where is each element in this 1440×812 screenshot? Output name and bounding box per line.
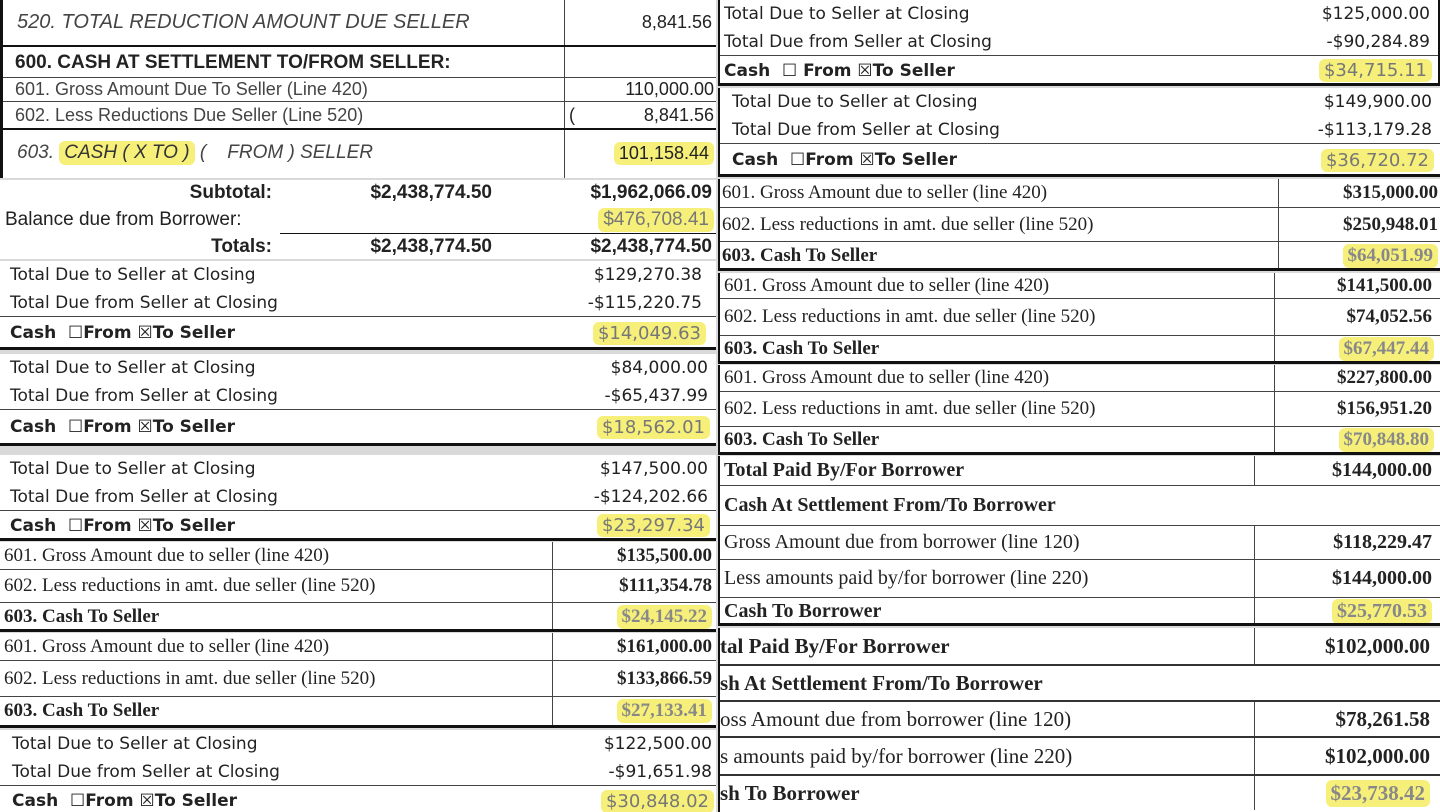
line-603-amount: 101,158.44 xyxy=(614,142,714,165)
due-to-amount: $84,000.00 xyxy=(610,358,708,378)
due-from-amount: -$91,651.98 xyxy=(608,761,712,782)
due-to-label: Total Due to Seller at Closing xyxy=(12,734,258,754)
due-from-amount: -$90,284.89 xyxy=(1326,31,1430,52)
line-603-label: 603. Cash To Seller xyxy=(722,244,878,266)
line-602-label: 602. Less reductions in amt. due seller (line 520) xyxy=(4,667,376,689)
cash-to-seller-amount: $70,848.80 xyxy=(1339,428,1435,452)
line-603-label: 603. Cash To Seller xyxy=(4,605,160,627)
gross-due-amount: $118,229.47 xyxy=(1333,531,1432,553)
line-603-suffix: ( FROM ) SELLER xyxy=(199,142,373,163)
borrower-cash-form-2 xyxy=(718,628,1440,812)
to-seller-checkbox: ☒To Seller xyxy=(139,791,238,811)
cash-label: Cash xyxy=(12,791,59,811)
line-602-paren: ( xyxy=(569,104,575,125)
cash-to-borrower-label: sh To Borrower xyxy=(720,780,860,805)
line-603-label: 603. Cash To Seller xyxy=(724,338,880,359)
due-from-label: Total Due from Seller at Closing xyxy=(12,761,280,782)
line-602-label: 602. Less reductions in amt. due seller (line 520) xyxy=(724,398,1096,419)
cash-amount: $18,562.01 xyxy=(597,416,710,439)
due-to-amount: $147,500.00 xyxy=(599,459,708,479)
cash-amount: $14,049.63 xyxy=(593,322,706,345)
cash-amount: $36,720.72 xyxy=(1321,149,1434,172)
line-602-label: 602. Less Reductions Due Seller (Line 520) xyxy=(15,104,364,125)
seller-cash-form-3 xyxy=(718,179,1440,271)
subtotal-col2: $1,962,066.09 xyxy=(590,182,712,203)
line-601-label: 601. Gross Amount due to seller (line 420) xyxy=(4,544,330,566)
cash-settlement-header: sh At Settlement From/To Borrower xyxy=(720,670,1043,695)
cash-to-seller-amount: $67,447.44 xyxy=(1339,337,1435,361)
seller-cash-form-2 xyxy=(0,633,716,728)
to-seller-checkbox: ☒To Seller xyxy=(137,515,236,536)
to-seller-checkbox: ☒To Seller xyxy=(857,60,955,81)
line-601-label: 601. Gross Amount due to seller (line 420) xyxy=(4,635,330,657)
due-to-label: Total Due to Seller at Closing xyxy=(10,265,256,285)
closing-disclosure-1 xyxy=(0,261,716,350)
less-paid-amount: $144,000.00 xyxy=(1332,567,1432,589)
gross-due-label: oss Amount due from borrower (line 120) xyxy=(720,706,1072,731)
cash-to-seller-amount: $24,145.22 xyxy=(617,605,713,629)
due-to-amount: $125,000.00 xyxy=(1321,4,1430,24)
cash-label: Cash xyxy=(10,323,57,343)
closing-disclosure-4 xyxy=(0,730,716,812)
totals-label: Totals: xyxy=(211,235,272,257)
gross-due-label: Gross Amount due from borrower (line 120) xyxy=(724,531,1080,553)
due-to-label: Total Due to Seller at Closing xyxy=(724,4,970,24)
seller-cash-form-5 xyxy=(718,365,1440,455)
line-603-label: 603. Cash To Seller xyxy=(724,429,880,450)
balance-amount: $476,708.41 xyxy=(598,208,714,232)
totals-col1: $2,438,774.50 xyxy=(370,235,492,257)
due-from-label: Total Due from Seller at Closing xyxy=(724,31,992,52)
closing-disclosure-2 xyxy=(0,354,716,446)
due-from-amount: -$124,202.66 xyxy=(593,486,708,507)
due-to-amount: $149,900.00 xyxy=(1323,92,1432,112)
from-checkbox: ☐ From xyxy=(782,60,852,81)
from-checkbox: ☐From xyxy=(70,791,134,811)
due-from-label: Total Due from Seller at Closing xyxy=(10,292,278,313)
line-601-label: 601. Gross Amount due to seller (line 420) xyxy=(722,182,1048,203)
cash-to-borrower-label: Cash To Borrower xyxy=(724,599,882,622)
line-520-label: 520. TOTAL REDUCTION AMOUNT DUE SELLER xyxy=(17,11,470,33)
closing-disclosure-3 xyxy=(0,455,716,541)
line-520-amount: 8,841.56 xyxy=(641,12,712,32)
line-601-label: 601. Gross Amount due to seller (line 420) xyxy=(724,274,1050,296)
closing-disclosure-5 xyxy=(718,0,1440,86)
to-seller-checkbox: ☒To Seller xyxy=(137,417,236,437)
less-paid-amount: $102,000.00 xyxy=(1325,743,1430,768)
cash-label: Cash xyxy=(724,60,771,81)
gross-amount: $161,000.00 xyxy=(617,635,712,657)
line-603-prefix: 603. xyxy=(17,142,54,163)
totals-col2: $2,438,774.50 xyxy=(590,235,712,257)
less-paid-label: Less amounts paid by/for borrower (line 220) xyxy=(724,567,1089,589)
due-from-amount: -$115,220.75 xyxy=(587,292,702,313)
reductions-amount: $111,354.78 xyxy=(619,575,712,596)
line-602-label: 602. Less reductions in amt. due seller (line 520) xyxy=(722,213,1094,235)
line-602-amount: 8,841.56 xyxy=(643,104,714,125)
total-paid-label: tal Paid By/For Borrower xyxy=(720,633,950,658)
from-checkbox: ☐From xyxy=(68,323,132,343)
less-paid-label: s amounts paid by/for borrower (line 220) xyxy=(720,743,1073,768)
due-to-label: Total Due to Seller at Closing xyxy=(10,459,256,479)
subtotal-col1: $2,438,774.50 xyxy=(370,182,492,203)
cash-to-borrower-amount: $23,738.42 xyxy=(1326,780,1431,807)
cash-to-seller-amount: $27,133.41 xyxy=(617,699,713,723)
due-to-amount: $122,500.00 xyxy=(603,734,712,754)
section-600-title: 600. CASH AT SETTLEMENT TO/FROM SELLER: xyxy=(15,52,451,73)
cash-to-borrower-amount: $25,770.53 xyxy=(1332,599,1432,624)
from-checkbox: ☐From xyxy=(68,417,132,437)
reductions-amount: $133,866.59 xyxy=(617,667,712,689)
line-603-label: 603. Cash To Seller xyxy=(4,700,160,721)
gross-amount: $315,000.00 xyxy=(1343,182,1438,203)
due-from-label: Total Due from Seller at Closing xyxy=(10,486,278,507)
balance-label: Balance due from Borrower: xyxy=(5,209,242,230)
seller-cash-form-4 xyxy=(718,273,1440,364)
line-601-label: 601. Gross Amount Due To Seller (Line 420) xyxy=(15,79,368,99)
gross-amount: $141,500.00 xyxy=(1337,274,1432,296)
hud-settlement-block xyxy=(0,0,716,178)
line-602-label: 602. Less reductions in amt. due seller (line 520) xyxy=(724,306,1096,327)
cash-label: Cash xyxy=(10,515,57,536)
due-to-label: Total Due to Seller at Closing xyxy=(732,92,978,112)
total-paid-amount: $102,000.00 xyxy=(1325,633,1430,658)
cash-label: Cash xyxy=(732,150,779,170)
total-paid-label: Total Paid By/For Borrower xyxy=(724,459,965,481)
reductions-amount: $156,951.20 xyxy=(1337,398,1432,419)
settlement-totals-block xyxy=(0,180,716,259)
reductions-amount: $250,948.01 xyxy=(1343,213,1438,235)
borrower-cash-form-1 xyxy=(718,456,1440,626)
to-seller-checkbox: ☒To Seller xyxy=(859,150,958,170)
cash-label: Cash xyxy=(10,417,57,437)
gross-due-amount: $78,261.58 xyxy=(1335,706,1430,731)
closing-disclosure-6 xyxy=(718,88,1440,177)
total-paid-amount: $144,000.00 xyxy=(1332,459,1432,481)
from-checkbox: ☐From xyxy=(790,150,854,170)
gross-amount: $227,800.00 xyxy=(1337,367,1432,388)
subtotal-label: Subtotal: xyxy=(189,182,272,203)
from-checkbox: ☐From xyxy=(68,515,132,536)
line-602-label: 602. Less reductions in amt. due seller (line 520) xyxy=(4,575,376,596)
due-to-label: Total Due to Seller at Closing xyxy=(10,358,256,378)
due-from-amount: -$65,437.99 xyxy=(604,385,708,406)
reductions-amount: $74,052.56 xyxy=(1346,306,1432,327)
due-from-amount: -$113,179.28 xyxy=(1317,119,1432,140)
due-from-label: Total Due from Seller at Closing xyxy=(732,119,1000,140)
line-601-amount: 110,000.00 xyxy=(625,79,714,99)
due-from-label: Total Due from Seller at Closing xyxy=(10,385,278,406)
cash-settlement-header: Cash At Settlement From/To Borrower xyxy=(724,494,1056,516)
cash-amount: $23,297.34 xyxy=(597,514,710,537)
due-to-amount: $129,270.38 xyxy=(593,265,702,285)
gross-amount: $135,500.00 xyxy=(617,544,712,566)
cash-to-seller-amount: $64,051.99 xyxy=(1343,244,1439,268)
cash-amount: $34,715.11 xyxy=(1319,59,1432,82)
seller-cash-form-1 xyxy=(0,542,716,632)
to-seller-checkbox: ☒To Seller xyxy=(137,323,236,343)
line-601-label: 601. Gross Amount due to seller (line 420) xyxy=(724,367,1050,388)
cash-amount: $30,848.02 xyxy=(601,790,714,812)
line-603-cash-to: CASH ( X TO ) xyxy=(59,141,194,165)
